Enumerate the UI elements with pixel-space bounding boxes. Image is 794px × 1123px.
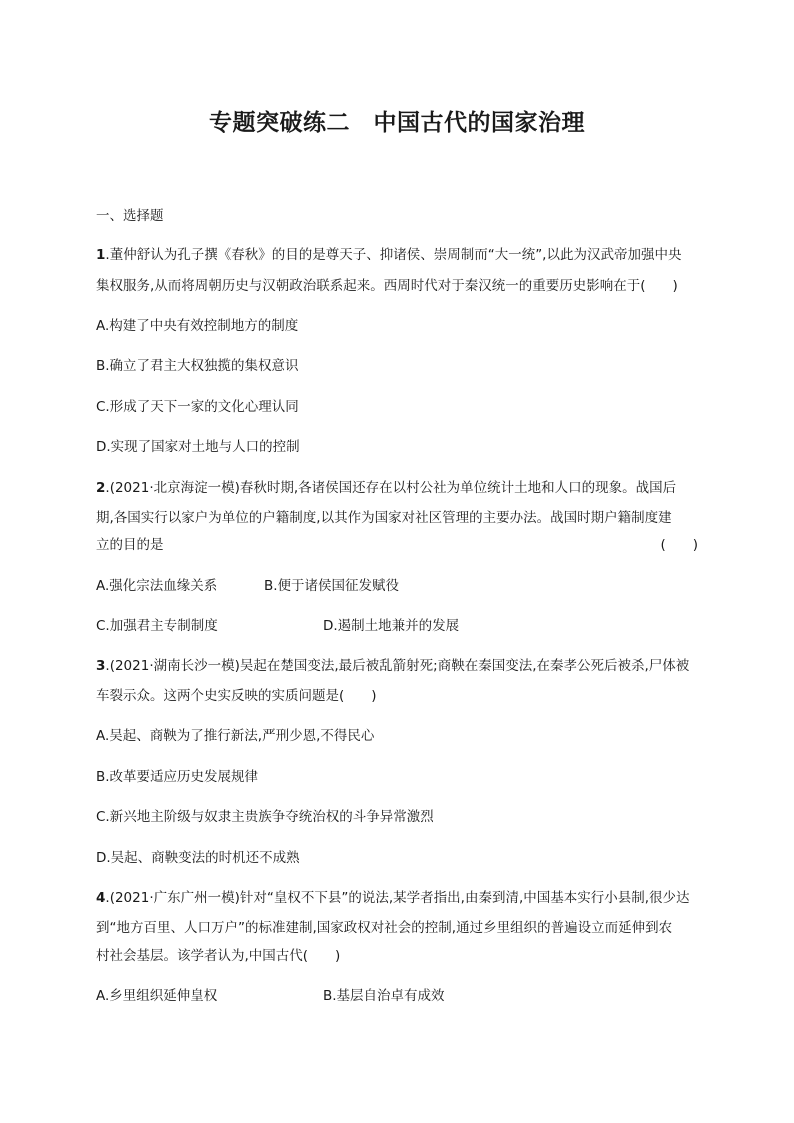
- question-number: 2: [96, 480, 106, 496]
- document-title: 专题突破练二 中国古代的国家治理: [209, 110, 585, 136]
- question-2-line-2: 期,各国实行以家户为单位的户籍制度,以其作为国家对社区管理的主要办法。战国时期户籍制度建: [96, 510, 672, 526]
- question-number: 3: [96, 658, 106, 674]
- question-3-option-a: A.吴起、商鞅为了推行新法,严刑少恩,不得民心: [96, 728, 375, 744]
- question-2-option-b: B.便于诸侯国征发赋役: [264, 578, 400, 594]
- question-number: 1: [96, 247, 106, 263]
- question-2-option-d: D.遏制土地兼并的发展: [323, 618, 460, 634]
- question-1-option-b: B.确立了君主大权独揽的集权意识: [96, 358, 299, 374]
- question-1-option-c: C.形成了天下一家的文化心理认同: [96, 399, 299, 415]
- question-2-option-c: C.加强君主专制制度: [96, 618, 218, 634]
- question-4-line-3: 村社会基层。该学者认为,中国古代( ): [96, 948, 341, 964]
- question-4-line-2: 到“地方百里、人口万户”的标准建制,国家政权对社会的控制,通过乡里组织的普遍设立而延伸到农: [96, 920, 673, 936]
- question-2-line-3: 立的目的是: [96, 537, 164, 553]
- question-1-option-a: A.构建了中央有效控制地方的制度: [96, 318, 299, 334]
- question-3-option-b: B.改革要适应历史发展规律: [96, 769, 259, 785]
- question-4-option-a: A.乡里组织延伸皇权: [96, 988, 218, 1004]
- question-4-option-b: B.基层自治卓有成效: [323, 988, 445, 1004]
- question-4-line-1: 4.(2021·广东广州一模)针对“皇权不下县”的说法,某学者指出,由秦到清,中国基本实行小县制,很少达: [96, 890, 690, 906]
- section-heading: 一、选择题: [96, 208, 164, 224]
- question-1-line-2: 集权服务,从而将周朝历史与汉朝政治联系起来。西周时代对于秦汉统一的重要历史影响在于( ): [96, 278, 678, 294]
- question-3-line-1: 3.(2021·湖南长沙一模)吴起在楚国变法,最后被乱箭射死;商鞅在秦国变法,在秦孝公死后被杀,尸体被: [96, 658, 690, 674]
- question-3-option-c: C.新兴地主阶级与奴隶主贵族争夺统治权的斗争异常激烈: [96, 809, 434, 825]
- question-2-option-a: A.强化宗法血缘关系: [96, 578, 218, 594]
- question-number: 4: [96, 890, 106, 906]
- question-3-option-d: D.吴起、商鞅变法的时机还不成熟: [96, 850, 300, 866]
- question-1-line-1: 1.董仲舒认为孔子撰《春秋》的目的是尊天子、抑诸侯、崇周制而“大一统”,以此为汉武帝加强中央: [96, 247, 682, 263]
- question-2-line-1: 2.(2021·北京海淀一模)春秋时期,各诸侯国还存在以村公社为单位统计土地和人口的现象。战国后: [96, 480, 677, 496]
- answer-paren: ( ): [660, 537, 698, 553]
- question-3-line-2: 车裂示众。这两个史实反映的实质问题是( ): [96, 688, 377, 704]
- question-1-option-d: D.实现了国家对土地与人口的控制: [96, 439, 300, 455]
